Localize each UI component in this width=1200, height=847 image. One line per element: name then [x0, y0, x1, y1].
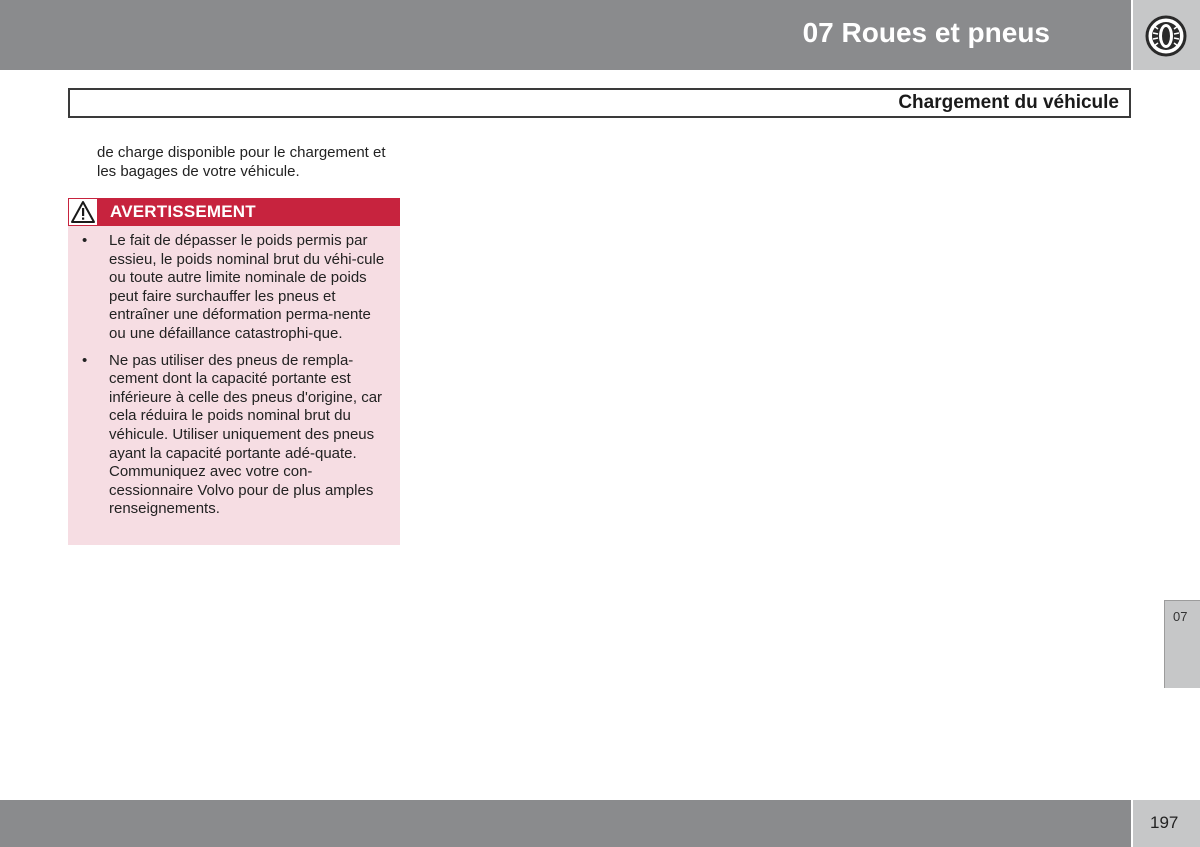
intro-paragraph: de charge disponible pour le chargement et les bagages de votre véhicule. [97, 144, 386, 180]
section-title: Chargement du véhicule [898, 92, 1119, 113]
page-number-box [1133, 800, 1200, 847]
footer-bar [0, 800, 1131, 847]
tire-icon [1144, 14, 1188, 58]
bullet-icon: • [82, 232, 88, 249]
side-tab-label: 07 [1173, 609, 1188, 624]
warning-title: AVERTISSEMENT [110, 202, 256, 221]
bullet-icon: • [82, 351, 88, 369]
warning-icon-wrap [68, 198, 98, 226]
warning-list [68, 232, 400, 527]
warning-item-text: Le fait de dépasser le poids permis par essieu, le poids nominal brut du véhi-cule ou toute autre limite nominale de poids peut faire surchauffer les pneus et entraîner une déformation perma-nente ou une défaillance catastrophi-que. [109, 232, 385, 342]
section-header [68, 88, 1131, 118]
warning-header [68, 198, 400, 226]
chapter-icon-box [1133, 0, 1200, 70]
header-bar [0, 0, 1131, 70]
chapter-title: 07 Roues et pneus [802, 17, 1050, 48]
chapter-side-tab [1164, 600, 1200, 688]
warning-item [68, 232, 400, 344]
warning-item [68, 352, 400, 519]
warning-box [68, 198, 400, 545]
warning-item-text: Ne pas utiliser des pneus de rempla-cement dont la capacité portante est inférieure à celle des pneus d'origine, car cela réduira le poids nominal brut du véhicule. Utiliser uniquement des pneus ayant la capacité portante adé-quate. Communiquez avec votre con-cessionnaire Volvo pour de plus amples renseignements. [109, 351, 383, 518]
page-number: 197 [1150, 813, 1179, 832]
warning-triangle-icon [70, 200, 96, 224]
